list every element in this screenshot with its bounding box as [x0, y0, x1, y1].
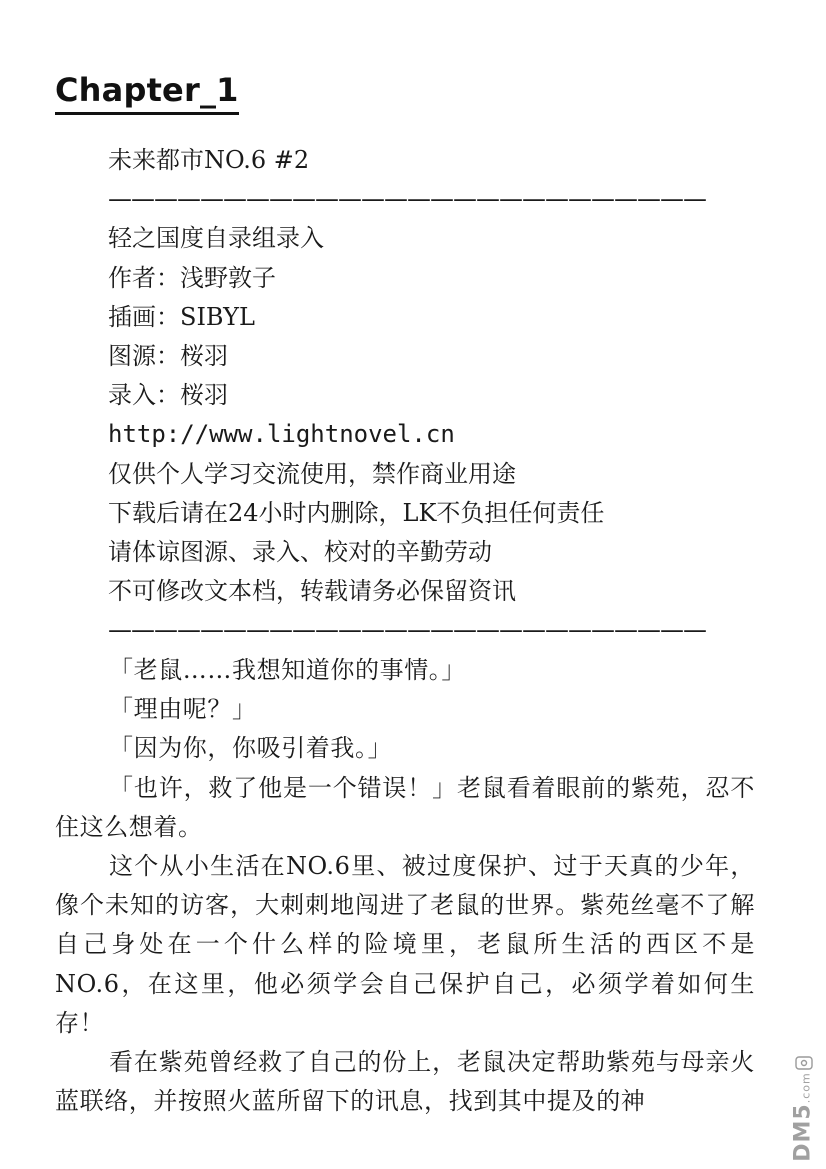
notice-line-no-modify: 不可修改文本档，转载请务必保留资讯	[108, 577, 516, 606]
credit-line-group: 轻之国度自录组录入	[108, 224, 324, 253]
paragraph-6: 看在紫苑曾经救了自己的份上，老鼠决定帮助紫苑与母亲火蓝联络，并按照火蓝所留下的讯息，找到其中提及的神	[55, 1048, 755, 1116]
credit-line-typist: 录入：桜羽	[108, 381, 228, 410]
divider-line-top: ——————————————————————————	[108, 185, 706, 214]
watermark-text: DM5	[790, 1103, 816, 1162]
credit-line-author: 作者：浅野敦子	[108, 263, 276, 292]
watermark-text-wrap	[786, 1072, 820, 1162]
credits-block	[108, 141, 706, 650]
notice-line-personal-use: 仅供个人学习交流使用，禁作商业用途	[108, 459, 516, 488]
credit-line-url: http://www.lightnovel.cn	[108, 420, 455, 449]
credit-line-image-source: 图源：桜羽	[108, 341, 228, 370]
divider-line-bottom: ——————————————————————————	[108, 616, 706, 645]
book-title-line: 未来都市NO.6 #2	[108, 146, 310, 174]
paragraph-5: 这个从小生活在NO.6里、被过度保护、过于天真的少年，像个未知的访客，大刺刺地闯进了老鼠的世界。紫苑丝毫不了解自己身处在一个什么样的险境里，老鼠所生活的西区不是NO.6，在这里，他必须学会自己保护自己，必须学着如何生存！	[55, 852, 755, 1037]
paragraph-1: 「老鼠……我想知道你的事情。」	[109, 656, 466, 684]
body-text	[55, 651, 755, 1121]
paragraph-3: 「因为你，你吸引着我。」	[109, 734, 393, 763]
notice-line-delete: 下载后请在24小时内删除，LK不负担任何责任	[108, 498, 605, 527]
watermark-suffix: .com	[799, 1072, 813, 1104]
chapter-title: Chapter_1	[55, 70, 239, 115]
paragraph-4: 「也许，救了他是一个错误！」老鼠看着眼前的紫苑，忍不住这么想着。	[55, 773, 755, 841]
credit-line-illustrator: 插画：SIBYL	[108, 302, 255, 331]
paragraph-2: 「理由呢？」	[109, 695, 257, 724]
notice-line-respect: 请体谅图源、录入、校对的辛勤劳动	[108, 537, 492, 566]
